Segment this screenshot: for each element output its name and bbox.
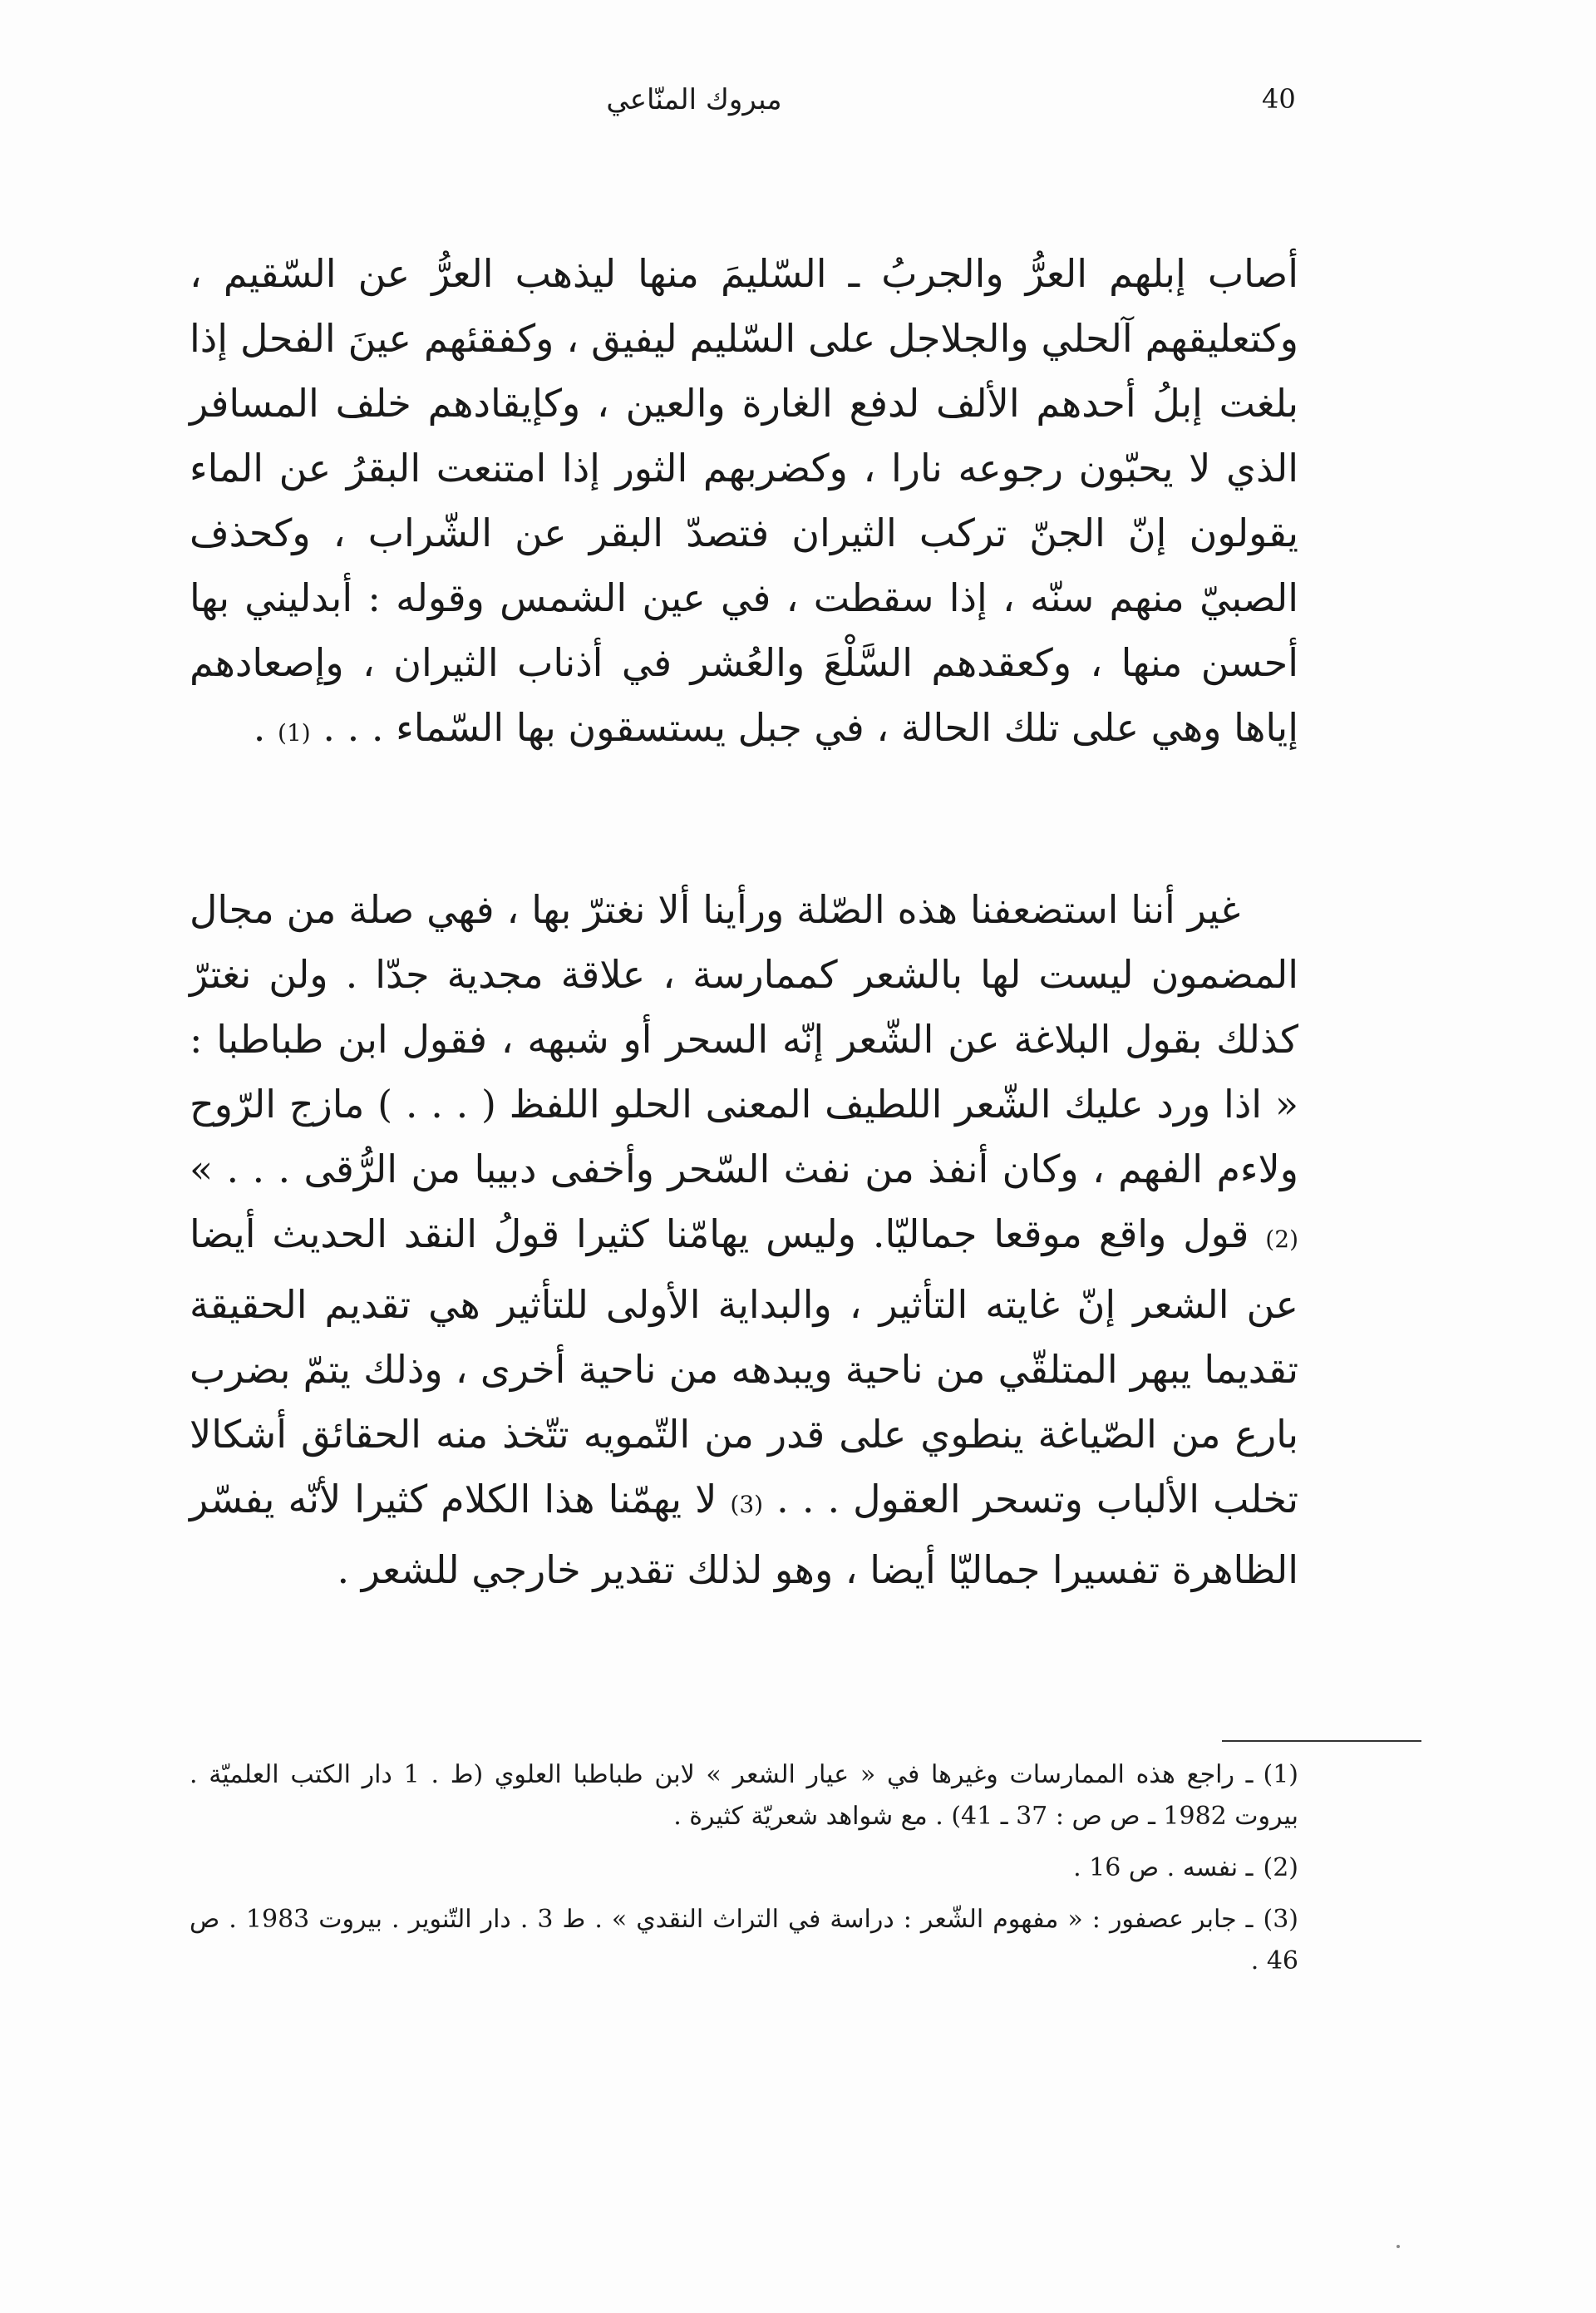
paragraph-2-part-3: لا يهمّنا هذا الكلام كثيرا لأنّه يفسّر الظاهرة تفسيرا جماليّا أيضا ، وهو لذلك تقدير خارجي للشعر . bbox=[190, 1477, 1298, 1592]
footnote-1-text: ـ راجع هذه الممارسات وغيرها في « عيار الشعر » لابن طباطبا العلوي (ط . 1 دار الكتب العلميّة . بيروت 1982 ـ ص ص : 37 ـ 41) . مع شواهد شعريّة كثيرة . bbox=[190, 1760, 1298, 1831]
footnote-2-number: (2) bbox=[1263, 1853, 1298, 1882]
body-paragraph-2 bbox=[190, 877, 1298, 1602]
footnote-1 bbox=[190, 1754, 1298, 1837]
footnote-2-text: ـ نفسه . ص 16 . bbox=[1073, 1853, 1254, 1882]
footnote-2 bbox=[190, 1847, 1298, 1889]
footnote-3-number: (3) bbox=[1263, 1905, 1298, 1934]
footnote-3-text: ـ جابر عصفور : « مفهوم الشّعر : دراسة في التراث النقدي » . ط 3 . دار التّنوير . بيروت 1983 . ص 46 . bbox=[190, 1905, 1298, 1975]
paragraph-2-part-1: غير أننا استضعفنا هذه الصّلة ورأينا ألا نغترّ بها ، فهي صلة من مجال المضمون ليست لها بالشعر كممارسة ، علاقة مجدية جدّا . ولن نغترّ كذلك بقول البلاغة عن الشّعر إنّه السحر أو شبهه ، فقول ابن طباطبا : « اذا ورد عليك الشّعر اللطيف المعنى الحلو اللفظ ( . . . ) مازج الرّوح ولاءم الفهم ، وكان أنفذ من نفث السّحر وأخفى دبيبا من الرُّقى . . . » bbox=[190, 887, 1298, 1191]
body-paragraph-1 bbox=[190, 241, 1298, 766]
scan-speck bbox=[1396, 2245, 1400, 2248]
footnote-3 bbox=[190, 1899, 1298, 1982]
footnote-ref-1: (1) bbox=[278, 719, 311, 747]
footnote-1-number: (1) bbox=[1263, 1760, 1299, 1789]
footnotes-section bbox=[190, 1754, 1298, 1992]
running-head-author: مبروك المنّاعي bbox=[606, 83, 782, 116]
page-header bbox=[190, 83, 1298, 133]
page-number: 40 bbox=[1262, 83, 1296, 115]
footnote-ref-2: (2) bbox=[1265, 1226, 1298, 1253]
paragraph-1-text: أصاب إبلهم العرُّ والجربُ ـ السّليمَ منها ليذهب العرُّ عن السّقيم ، وكتعليقهم آلحلي والجلاجل على السّليم ليفيق ، وكفقئهم عينَ الفحل إذا بلغت إبلُ أحدهم الألف لدفع الغارة والعين ، وكإيقادهم خلف المسافر الذي لا يحبّون رجوعه نارا ، وكضربهم الثور إذا امتنعت البقرُ عن الماء يقولون إنّ الجنّ تركب الثيران فتصدّ البقر عن الشّراب ، وكحذف الصبيّ منهم سنّه ، إذا سقطت ، في عين الشمس وقوله : أبدليني بها أحسن منها ، وكعقدهم السَّلْعَ والعُشر في أذناب الثيران ، وإصعادهم إياها وهي على تلك الحالة ، في جبل يستسقون بها السّماء . . . bbox=[190, 251, 1298, 750]
footnote-divider bbox=[1222, 1740, 1421, 1742]
footnote-ref-3: (3) bbox=[730, 1491, 764, 1518]
paragraph-2-part-2: قول واقع موقعا جماليّا. وليس يهامّنا كثيرا قولُ النقد الحديث أيضا عن الشعر إنّ غايته التأثير ، والبداية الأولى للتأثير هي تقديم الحقيقة تقديما يبهر المتلقّي من ناحية ويبدهه من ناحية أخرى ، وذلك يتمّ بضرب بارع من الصّياغة ينطوي على قدر من التّمويه تتّخذ منه الحقائق أشكالا تخلب الألباب وتسحر العقول . . . bbox=[190, 1211, 1299, 1521]
paragraph-1-tail: . bbox=[253, 705, 278, 750]
